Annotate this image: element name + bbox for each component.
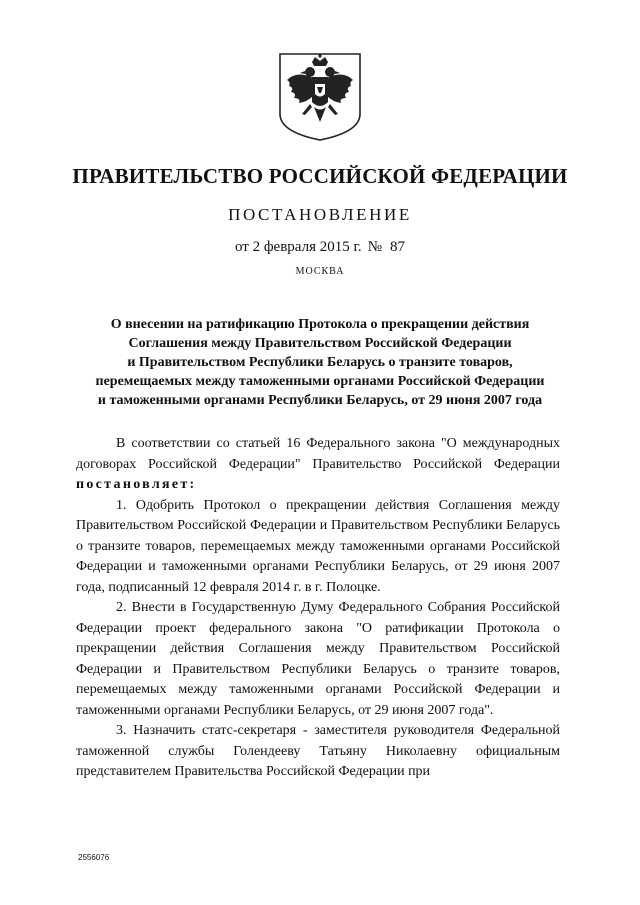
item-3-paragraph: 3. Назначить статс-секретаря - заместителя руководителя Федеральной таможенной службы Голендееву Татьяну Николаевну официальным представителем Правительства Российской Федерации при — [76, 723, 560, 779]
document-date-line — [0, 239, 640, 256]
document-body — [76, 434, 560, 783]
government-title: ПРАВИТЕЛЬСТВО РОССИЙСКОЙ ФЕДЕРАЦИИ — [72, 164, 568, 188]
number-sign: № — [367, 239, 382, 255]
subject-line: и таможенными органами Республики Беларусь, от 29 июня 2007 года — [97, 393, 543, 408]
document-date: от 2 февраля 2015 г. — [234, 239, 362, 255]
subject-line: и Правительством Республики Беларусь о транзите товаров, — [127, 355, 513, 370]
coat-of-arms-icon — [277, 52, 363, 142]
intro-text: В соответствии со статьей 16 Федерального закона "О международных договорах Российской Федерации" Правительство Российской Федерации — [76, 436, 560, 472]
subject-line: Соглашения между Правительством Российской Федерации — [128, 336, 512, 351]
intro-paragraph — [76, 434, 560, 496]
item-2-paragraph: 2. Внести в Государственную Думу Федерального Собрания Российской Федерации проект федерального закона "О ратификации Протокола о прекращении действия Соглашения между Правительством Российской Федерации и Правительством Республики Беларусь о транзите товаров, перемещаемых между таможенными органами Российской Федерации и таможенными органами Республики Беларусь, от 29 июня 2007 года". — [76, 600, 560, 718]
document-number: 87 — [390, 239, 405, 255]
document-subject — [60, 315, 580, 410]
footer-code: 2556076 — [78, 853, 110, 862]
city: МОСКВА — [295, 266, 345, 277]
decree-word: постановляет: — [76, 477, 197, 492]
subject-line: О внесении на ратификацию Протокола о прекращении действия — [110, 317, 530, 332]
subject-line: перемещаемых между таможенными органами Российской Федерации — [95, 374, 545, 389]
item-1-paragraph: 1. Одобрить Протокол о прекращении действия Соглашения между Правительством Российской Федерации и Правительством Республики Беларусь о транзите товаров, перемещаемых между таможенными органами Российской Федерации и таможенными органами Республики Беларусь, от 29 июня 2007 года, подписанный 12 февраля 2014 г. в г. Полоцке. — [76, 497, 560, 595]
document-type: ПОСТАНОВЛЕНИЕ — [228, 205, 412, 224]
